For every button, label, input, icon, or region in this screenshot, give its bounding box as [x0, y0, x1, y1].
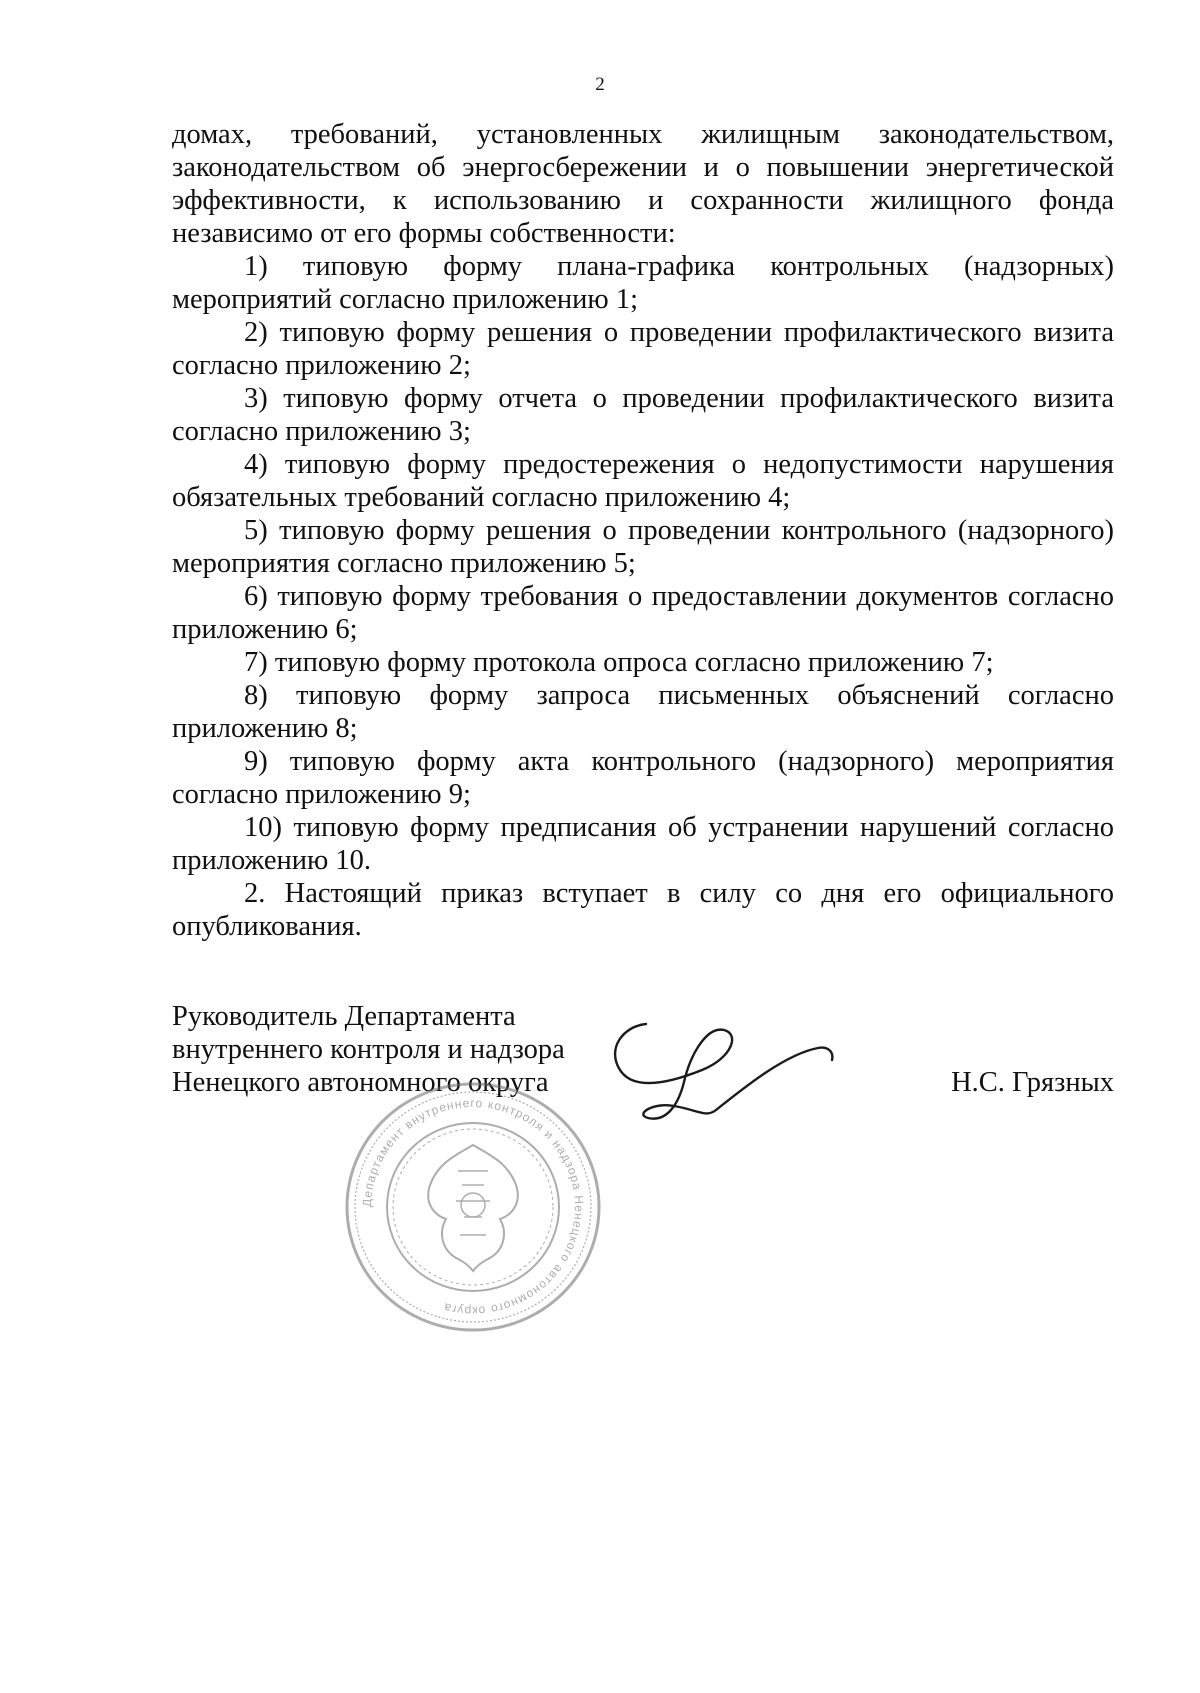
- list-item-7: 7) типовую форму протокола опроса согласно приложению 7;: [244, 647, 994, 678]
- signer-position-line: внутреннего контроля и надзора: [172, 1034, 565, 1065]
- paragraph-effective-date: 2. Настоящий приказ вступает в силу со дня его официального опубликования.: [172, 878, 1114, 942]
- svg-text:Департамент внутреннего контро: [360, 1096, 586, 1318]
- signer-position-line: Руководитель Департамента: [172, 1001, 516, 1032]
- official-seal-icon: [338, 1075, 608, 1340]
- list-item-3: 3) типовую форму отчета о проведении профилактического визита согласно приложению 3;: [172, 383, 1114, 447]
- list-item-6: 6) типовую форму требования о предоставлении документов согласно приложению 6;: [172, 581, 1114, 645]
- paragraph-intro: домах, требований, установленных жилищным законодательством, законодательством об энергосбережении и о повышении энергетической эффективности, к использованию и сохранности жилищного фонда независимо от его формы собственности:: [172, 119, 1114, 249]
- signer-position-line: Ненецкого автономного округа: [172, 1067, 549, 1098]
- signer-name: Н.С. Грязных: [951, 1067, 1114, 1098]
- page-number: 2: [595, 74, 605, 95]
- seal-text: Департамент внутреннего контроля и надзора Ненецкого автономного округа: [359, 1095, 587, 1319]
- list-item-1: 1) типовую форму плана-графика контрольных (надзорных) мероприятий согласно приложению 1;: [172, 251, 1114, 315]
- list-item-10: 10) типовую форму предписания об устранении нарушений согласно приложению 10.: [172, 812, 1114, 876]
- list-item-9: 9) типовую форму акта контрольного (надзорного) мероприятия согласно приложению 9;: [172, 746, 1114, 810]
- list-item-8: 8) типовую форму запроса письменных объяснений согласно приложению 8;: [172, 680, 1114, 744]
- list-item-4: 4) типовую форму предостережения о недопустимости нарушения обязательных требований согласно приложению 4;: [172, 449, 1114, 513]
- signature-icon: [606, 1010, 856, 1140]
- document-body: [172, 118, 1114, 943]
- list-item-5: 5) типовую форму решения о проведении контрольного (надзорного) мероприятия согласно приложению 5;: [172, 515, 1114, 579]
- list-item-2: 2) типовую форму решения о проведении профилактического визита согласно приложению 2;: [172, 317, 1114, 381]
